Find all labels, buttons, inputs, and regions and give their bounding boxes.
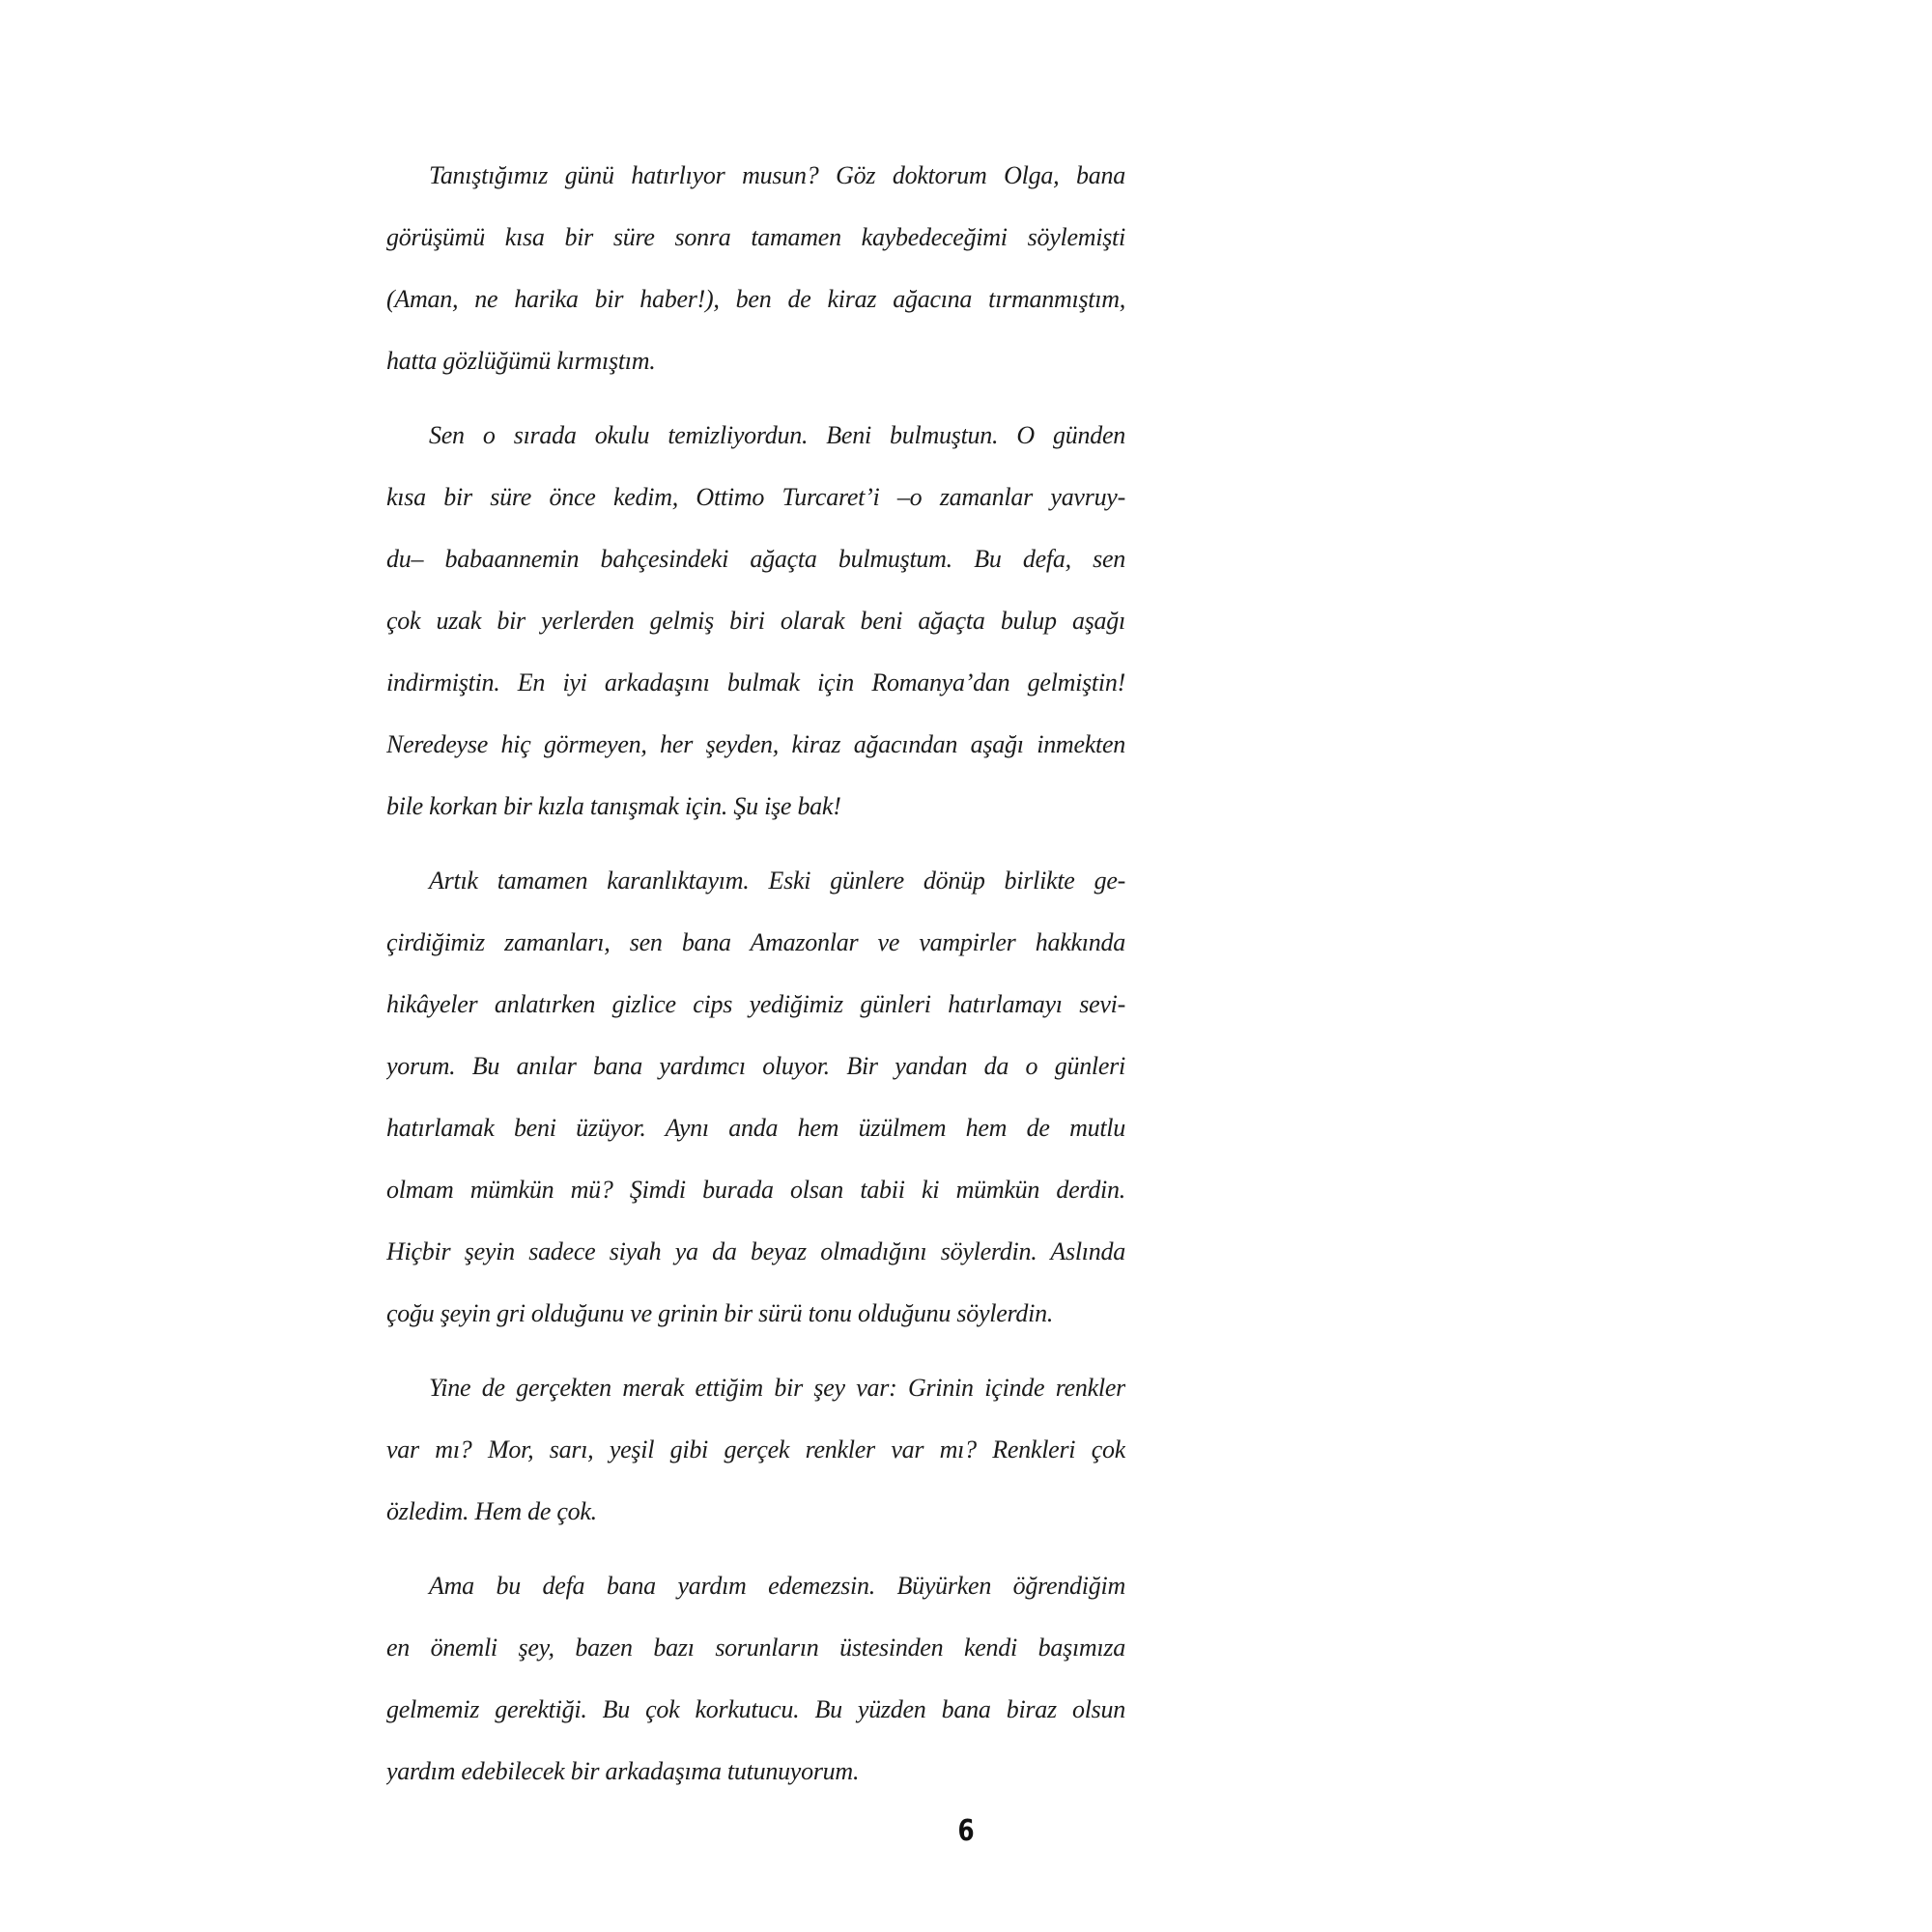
text-line: kısa bir süre önce kedim, Ottimo Turcaret’i –o zamanlar yavruy-: [386, 483, 1125, 511]
text-line: hikâyeler anlatırken gizlice cips yediğimiz günleri hatırlamayı sevi-: [386, 990, 1125, 1018]
text-line: indirmiştin. En iyi arkadaşını bulmak için Romanya’dan gelmiştin!: [386, 668, 1125, 696]
text-line: hatırlamak beni üzüyor. Aynı anda hem üzülmem hem de mutlu: [386, 1114, 1125, 1142]
text-line: Tanıştığımız günü hatırlıyor musun? Göz doktorum Olga, bana: [429, 161, 1125, 189]
text-line: çok uzak bir yerlerden gelmiş biri olarak beni ağaçta bulup aşağı: [386, 607, 1125, 635]
paragraph: [386, 1357, 1125, 1543]
text-line: yardım edebilecek bir arkadaşıma tutunuyorum.: [386, 1757, 860, 1785]
paragraph: [386, 1555, 1125, 1803]
text-line: gelmemiz gerektiği. Bu çok korkutucu. Bu yüzden bana biraz olsun: [386, 1695, 1125, 1723]
text-line: çirdiğimiz zamanları, sen bana Amazonlar ve vampirler hakkında: [386, 928, 1125, 956]
text-line: yorum. Bu anılar bana yardımcı oluyor. Bir yandan da o günleri: [386, 1052, 1125, 1080]
text-line: Hiçbir şeyin sadece siyah ya da beyaz olmadığını söylerdin. Aslında: [386, 1237, 1125, 1265]
page-number: 6: [957, 1814, 975, 1848]
text-line: du– babaannemin bahçesindeki ağaçta bulmuştum. Bu defa, sen: [386, 545, 1125, 573]
text-line: Artık tamamen karanlıktayım. Eski günlere dönüp birlikte ge-: [429, 867, 1125, 895]
text-line: görüşümü kısa bir süre sonra tamamen kaybedeceğimi söylemişti: [386, 223, 1125, 251]
text-line: Yine de gerçekten merak ettiğim bir şey var: Grinin içinde renkler: [429, 1374, 1125, 1402]
text-line: Neredeyse hiç görmeyen, her şeyden, kiraz ağacından aşağı inmekten: [386, 730, 1125, 758]
text-line: hatta gözlüğümü kırmıştım.: [386, 347, 656, 375]
text-line: Ama bu defa bana yardım edemezsin. Büyürken öğrendiğim: [429, 1572, 1125, 1600]
text-line: (Aman, ne harika bir haber!), ben de kiraz ağacına tırmanmıştım,: [386, 285, 1125, 313]
text-line: Sen o sırada okulu temizliyordun. Beni bulmuştun. O günden: [429, 421, 1125, 449]
text-line: olmam mümkün mü? Şimdi burada olsan tabii ki mümkün derdin.: [386, 1176, 1125, 1204]
text-line: özledim. Hem de çok.: [386, 1497, 597, 1525]
paragraph: [386, 145, 1125, 392]
text-line: bile korkan bir kızla tanışmak için. Şu işe bak!: [386, 792, 841, 820]
text-line: çoğu şeyin gri olduğunu ve grinin bir sürü tonu olduğunu söylerdin.: [386, 1299, 1054, 1327]
text-line: var mı? Mor, sarı, yeşil gibi gerçek renkler var mı? Renkleri çok: [386, 1435, 1125, 1463]
text-line: en önemli şey, bazen bazı sorunların üstesinden kendi başımıza: [386, 1634, 1125, 1662]
paragraph: [386, 850, 1125, 1345]
paragraph: [386, 405, 1125, 838]
text-block: [386, 145, 1125, 1815]
